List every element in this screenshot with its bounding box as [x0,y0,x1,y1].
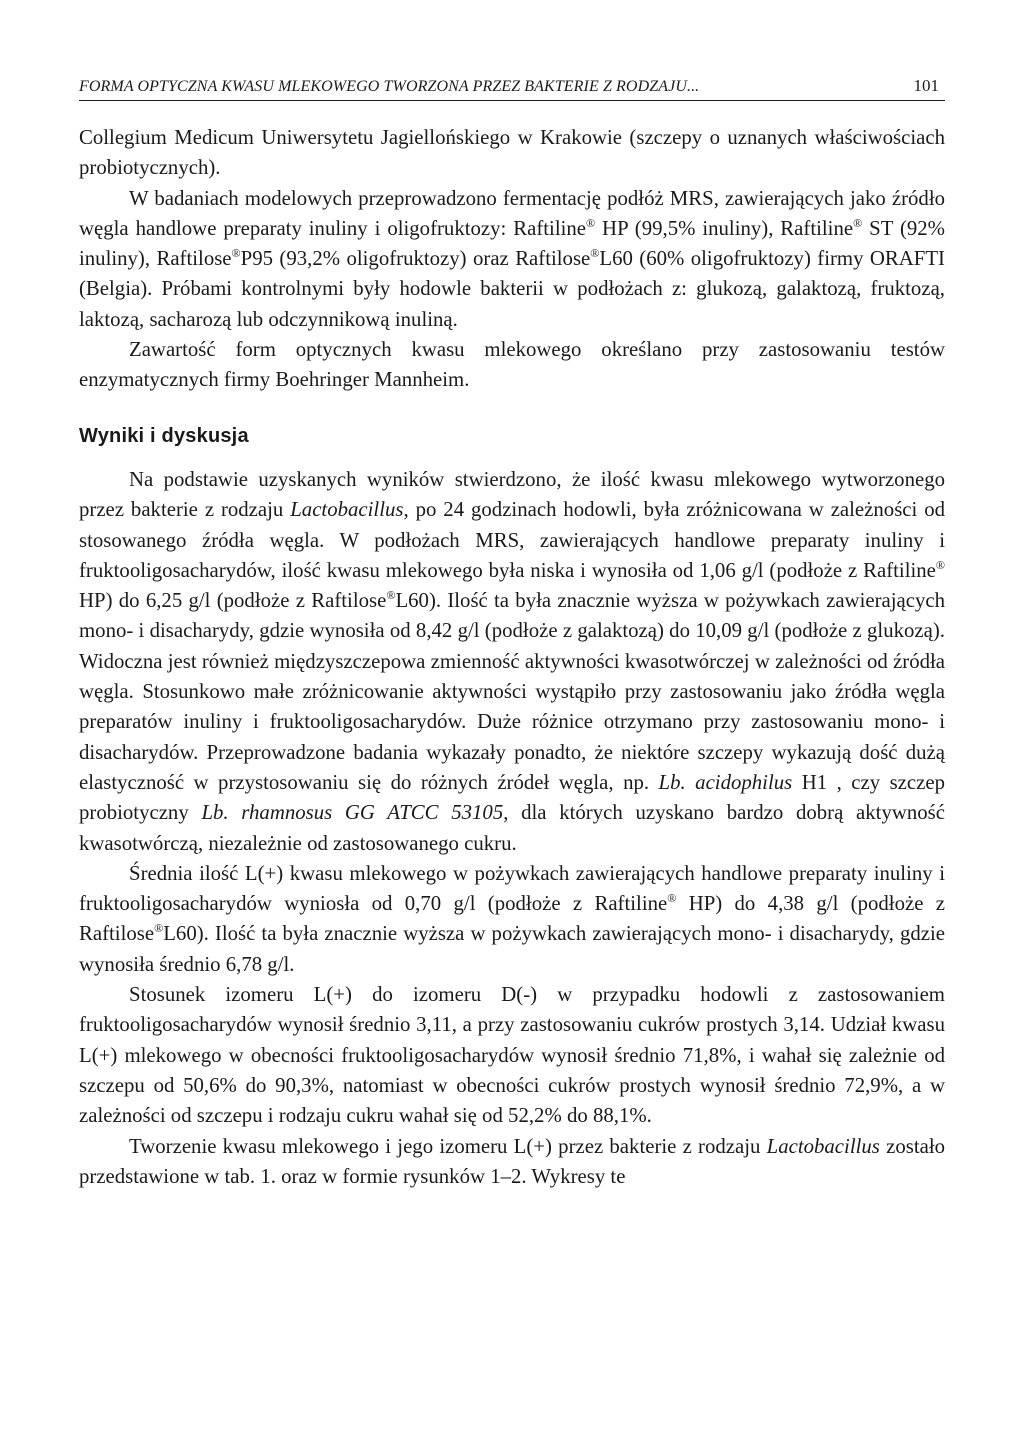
registered-mark: ® [667,891,677,906]
registered-mark: ® [590,246,600,261]
paragraph-text: HP (99,5% inuliny), Raftiline [595,216,854,240]
paragraph-text: P95 (93,2% oligofruktozy) oraz Raftilose [240,247,591,271]
paragraph-text: H1 , czy szczep probiotyczny [79,770,945,825]
paragraph-text: Średnia ilość L(+) kwasu mlekowego w pożywkach zawierających handlowe preparaty inuliny i fruktooligosacharydów wyniosła od 0,70 g/l (podłoże z Raftiline [79,861,945,916]
paragraph-text: Na podstawie uzyskanych wyników stwierdzono, że ilość kwasu mlekowego wytworzonego przez bakterie z rodzaju [79,467,945,522]
registered-mark: ® [231,246,241,261]
paragraph-2 [79,184,945,335]
paragraph-text: Zawartość form optycznych kwasu mlekowego określano przy zastosowaniu testów enzymatycznych firmy Boehringer Mannheim. [79,338,945,392]
paragraph-text: , po 24 godzinach hodowli, była zróżnicowana w zależności od stosowanego źródła węgla. W podłożach MRS, zawierających handlowe preparaty inuliny i fruktooligosacharydów, ilość kwasu mlekowego była niska i wynosiła od 1,06 g/l (podłoże z Raftiline [79,498,946,582]
running-header [79,76,945,101]
registered-mark: ® [853,216,863,231]
paragraph-text: L60). Ilość ta była znacznie wyższa w pożywkach zawierających mono- i disacharydy, gdzie wynosiła od 8,42 g/l (podłoże z galaktozą) do 10,09 g/l (podłoże z glukozą). Widoczna jest również międzyszczepowa zmienność aktywności kwasotwórczej w zależności od źródła węgla. Stosunkowo małe zróżnicowanie aktywności wystąpiło przy zastosowaniu jako źródła węgla preparatów inuliny i fruktooligosacharydów. Duże różnice otrzymano przy zastosowaniu mono- i disacharydów. Przeprowadzone badania wykazały ponadto, że niektóre szczepy wykazują dość dużą elastyczność w przystosowaniu się do różnych źródeł węgla, np. [79,589,945,794]
species-name: Lactobacillus [766,1134,880,1158]
species-name: Lactobacillus [290,498,404,522]
paragraph-4 [79,465,945,859]
section-heading: Wyniki i dyskusja [79,424,249,447]
registered-mark: ® [386,588,396,603]
paragraph-text: HP) do 6,25 g/l (podłoże z Raftilose [79,589,387,613]
paragraph-text: W badaniach modelowych przeprowadzono fermentację podłóż MRS, zawierających jako źródło węgla handlowe preparaty inuliny i oligofruktozy: Raftiline [79,186,945,240]
paragraph-text: Stosunek izomeru L(+) do izomeru D(-) w przypadku hodowli z zastosowaniem fruktooligosacharydów wynosił średnio 3,11, a przy zastosowaniu cukrów prostych 3,14. Udział kwasu L(+) mlekowego w obecności fruktooligosacharydów wynosił średnio 71,8%, i wahał się zależnie od szczepu od 50,6% do 90,3%, natomiast w obecności cukrów prostych wynosił średnio 72,9%, a w zależności od szczepu i rodzaju cukru wahał się od 52,2% do 88,1%. [79,983,945,1128]
paragraph-text: , dla których uzyskano bardzo dobrą aktywność kwasotwórczą, niezależnie od zastosowanego cukru. [79,801,945,855]
paragraph-5 [79,859,945,980]
body-text [79,123,945,1192]
paragraph-text: Tworzenie kwasu mlekowego i jego izomeru L(+) przez bakterie z rodzaju [129,1134,767,1158]
paragraph-7 [79,1132,945,1193]
paragraph-text: L60). Ilość ta była znacznie wyższa w pożywkach zawierających mono- i disacharydy, gdzie wynosiła średnio 6,78 g/l. [79,922,945,976]
registered-mark: ® [586,216,596,231]
paragraph-text: zostało przedstawione w tab. 1. oraz w formie rysunków 1–2. Wykresy te [79,1134,946,1188]
paragraph-text: L60 (60% oligofruktozy) firmy ORAFTI (Belgia). Próbami kontrolnymi były hodowle bakterii w podłożach z: glukozą, galaktozą, fruktozą, laktozą, sacharozą lub odczynnikową inuliną. [79,247,945,331]
running-title: FORMA OPTYCZNA KWASU MLEKOWEGO TWORZONA PRZEZ BAKTERIE Z RODZAJU... [79,78,700,95]
paragraph-text: Collegium Medicum Uniwersytetu Jagiellońskiego w Krakowie (szczepy o uznanych właściwościach probiotycznych). [79,126,945,180]
registered-mark: ® [154,921,164,936]
registered-mark: ® [935,558,945,573]
paragraph-text: HP) do 4,38 g/l (podłoże z Raftilose [79,892,946,946]
species-name: Lb. rhamnosus GG ATCC 53105 [201,801,504,825]
page-number: 101 [913,76,939,95]
paragraph-3 [79,335,945,396]
paragraph-text: ST (92% inuliny), Raftilose [79,216,945,271]
paragraph-1-continued [79,123,945,184]
species-name: Lb. acidophilus [658,770,793,794]
paragraph-6 [79,980,945,1131]
